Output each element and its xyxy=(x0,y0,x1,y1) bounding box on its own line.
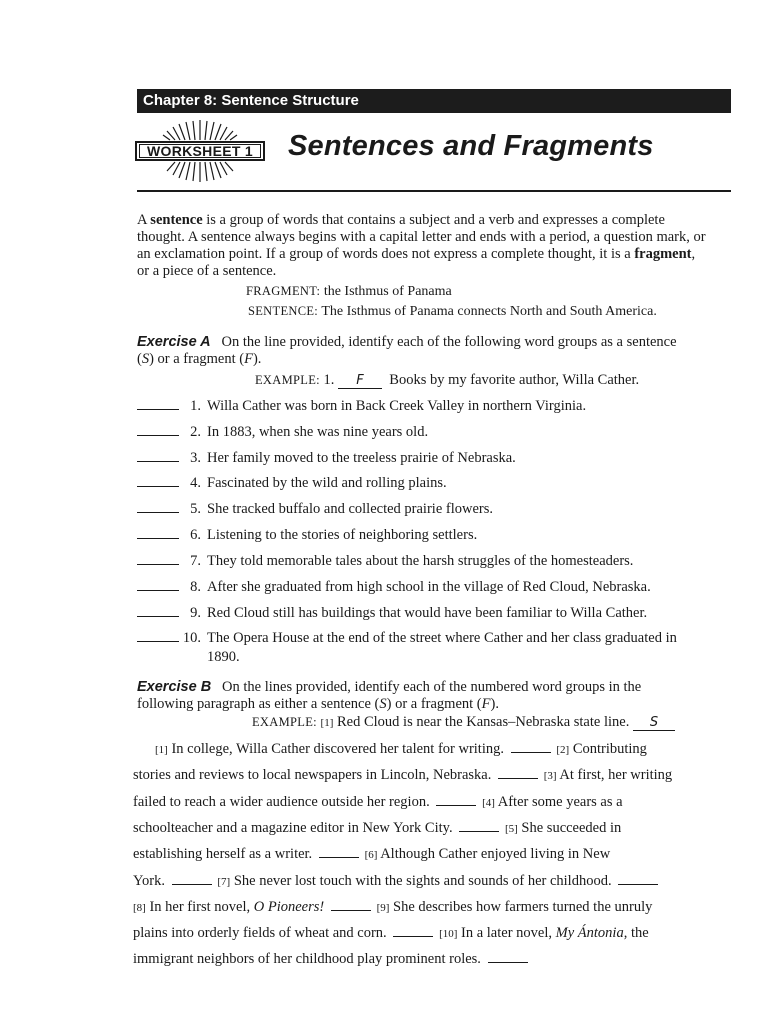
item-number: 9. xyxy=(190,605,201,621)
sentence-label: SENTENCE: xyxy=(248,304,319,318)
paragraph-text: After some years as a xyxy=(494,793,623,810)
answer-blank[interactable] xyxy=(498,766,538,779)
item-text: They told memorable tales about the harsh struggles of the homesteaders. xyxy=(207,553,634,569)
item-text: Listening to the stories of neighboring settlers. xyxy=(207,527,478,543)
example-number: 1. xyxy=(323,372,335,388)
exercise-a-instructions xyxy=(137,334,697,368)
paragraph-line xyxy=(133,845,610,863)
answer-blank[interactable] xyxy=(137,641,179,642)
example-label: EXAMPLE: xyxy=(255,373,320,387)
paragraph-text: O Pioneers! xyxy=(253,898,325,915)
instruction-code-f: F xyxy=(244,351,253,367)
word-group-number: [9] xyxy=(373,901,390,914)
answer-blank[interactable] xyxy=(319,845,359,858)
instruction-code-f: F xyxy=(481,696,491,712)
instruction-text: ). xyxy=(252,351,262,367)
word-group-number: [4] xyxy=(479,796,495,809)
exercise-b-example xyxy=(252,714,675,731)
exercise-a-label: Exercise A xyxy=(137,334,211,350)
paragraph-line xyxy=(133,819,621,837)
intro-text: is a group of words that contains a subject and a verb and expresses a complete thought. A sentence always begins with a capital letter and ends with a period, a question mark, or an exclamation point. If a group of words does not express a complete thought, it is a xyxy=(137,212,706,262)
word-group-number: [1] xyxy=(155,744,168,756)
answer-blank[interactable] xyxy=(137,486,179,487)
fragment-example: the Isthmus of Panama xyxy=(323,284,452,299)
paragraph-text: Contributing xyxy=(569,741,647,757)
page-title: Sentences and Fragments xyxy=(288,130,654,162)
answer-blank[interactable] xyxy=(488,950,528,963)
item-number: 7. xyxy=(190,553,201,569)
item-text: Fascinated by the wild and rolling plains. xyxy=(207,475,447,491)
example-answer: S xyxy=(633,715,675,731)
answer-blank[interactable] xyxy=(393,924,433,937)
answer-blank[interactable] xyxy=(511,740,551,753)
paragraph-text: In college, Willa Cather discovered her talent for writing. xyxy=(167,741,508,757)
item-text: Red Cloud still has buildings that would have been familiar to Willa Cather. xyxy=(207,605,648,621)
item-text: Her family moved to the treeless prairie of Nebraska. xyxy=(207,450,516,466)
item-number: 2. xyxy=(190,424,201,440)
paragraph-text: failed to reach a wider audience outside her region. xyxy=(133,793,434,810)
paragraph-text: York. xyxy=(133,872,169,889)
word-group-number: [10] xyxy=(436,928,458,941)
answer-blank[interactable] xyxy=(137,512,179,513)
word-group-number: [3] xyxy=(541,770,557,783)
answer-blank[interactable] xyxy=(459,819,499,832)
example-answer: F xyxy=(338,373,382,389)
paragraph-line xyxy=(133,793,623,811)
instruction-text: On the line provided, identify each of the following word groups as a sentence ( xyxy=(137,334,677,367)
paragraph-text: In a later novel, xyxy=(457,925,556,942)
fragment-label: FRAGMENT: xyxy=(246,284,321,298)
paragraph-text: My Ántonia xyxy=(555,925,624,942)
word-group-number: [7] xyxy=(214,875,231,888)
term-fragment: fragment xyxy=(634,246,692,262)
item-text: In 1883, when she was nine years old. xyxy=(207,424,429,440)
item-text: Willa Cather was born in Back Creek Valley in northern Virginia. xyxy=(207,398,587,414)
item-number: 5. xyxy=(190,501,201,517)
paragraph-text: She describes how farmers turned the unruly xyxy=(389,898,653,915)
answer-blank[interactable] xyxy=(137,564,179,565)
paragraph-line xyxy=(133,766,672,784)
example-text: Books by my favorite author, Willa Cather. xyxy=(389,372,640,388)
answer-blank[interactable] xyxy=(137,409,179,410)
paragraph-line xyxy=(155,740,647,758)
instruction-text: ) or a fragment ( xyxy=(386,696,482,712)
sentence-example-row xyxy=(248,304,657,320)
paragraph-text: Although Cather enjoyed living in New xyxy=(377,846,611,863)
answer-blank[interactable] xyxy=(618,872,658,885)
paragraph-text: stories and reviews to local newspapers in Lincoln, Nebraska. xyxy=(133,767,495,784)
paragraph-line xyxy=(133,872,661,890)
item-number: 1. xyxy=(190,398,201,414)
word-group-number: [8] xyxy=(133,901,146,914)
intro-paragraph xyxy=(137,212,707,280)
instruction-text: ) or a fragment ( xyxy=(149,351,245,367)
example-label: EXAMPLE: xyxy=(252,715,317,729)
answer-blank[interactable] xyxy=(137,461,179,462)
instruction-text: On the lines provided, identify each of the numbered word groups in the following paragraph as either a sentence ( xyxy=(137,679,642,712)
answer-blank[interactable] xyxy=(172,872,212,885)
intro-text: A xyxy=(137,212,151,228)
item-number: 3. xyxy=(190,450,201,466)
answer-blank[interactable] xyxy=(436,793,476,806)
paragraph-text: plains into orderly fields of wheat and corn. xyxy=(133,925,391,942)
instruction-code-s: S xyxy=(379,696,387,712)
paragraph-text xyxy=(324,899,328,915)
item-number: 10. xyxy=(182,630,201,646)
paragraph-text: schoolteacher and a magazine editor in New York City. xyxy=(133,819,457,836)
paragraph-text: , the xyxy=(623,925,649,942)
item-number: 8. xyxy=(190,579,201,595)
paragraph-text: In her first novel, xyxy=(145,898,254,915)
example-text: Red Cloud is near the Kansas–Nebraska state line. xyxy=(336,714,630,730)
example-number: [1] xyxy=(320,717,334,729)
item-number: 4. xyxy=(190,475,201,491)
instruction-text: ). xyxy=(490,696,499,712)
word-group-number: [5] xyxy=(502,822,518,835)
exercise-a-example xyxy=(255,372,639,389)
paragraph-line xyxy=(133,924,649,942)
sentence-example: The Isthmus of Panama connects North and South America. xyxy=(321,304,657,319)
word-group-number: [6] xyxy=(361,849,378,862)
instruction-code-s: S xyxy=(141,351,150,367)
term-sentence: sentence xyxy=(150,212,203,228)
worksheet-label: WORKSHEET 1 xyxy=(135,141,265,161)
answer-blank[interactable] xyxy=(137,590,179,591)
fragment-example-row xyxy=(246,284,452,300)
exercise-b-instructions xyxy=(137,679,697,713)
paragraph-line xyxy=(133,898,652,916)
paragraph-line xyxy=(133,950,531,968)
item-text: She tracked buffalo and collected prairie flowers. xyxy=(207,501,493,517)
item-number: 6. xyxy=(190,527,201,543)
paragraph-text: At first, her writing xyxy=(556,767,673,784)
intro-text: , or a piece of a sentence. xyxy=(137,246,696,279)
title-divider xyxy=(137,190,731,192)
answer-blank[interactable] xyxy=(331,898,371,911)
paragraph-text: She succeeded in xyxy=(517,819,622,836)
paragraph-text: She never lost touch with the sights and sounds of her childhood. xyxy=(230,872,616,889)
item-text: The Opera House at the end of the street where Cather and her class graduated in 1890. xyxy=(207,630,677,665)
paragraph-text: establishing herself as a writer. xyxy=(133,846,316,863)
word-group-number: [2] xyxy=(553,744,570,756)
answer-blank[interactable] xyxy=(137,435,179,436)
worksheet-badge xyxy=(135,118,267,184)
paragraph-text: immigrant neighbors of her childhood play prominent roles. xyxy=(133,951,485,968)
answer-blank[interactable] xyxy=(137,538,179,539)
item-text: After she graduated from high school in the village of Red Cloud, Nebraska. xyxy=(207,579,651,595)
answer-blank[interactable] xyxy=(137,616,179,617)
exercise-b-label: Exercise B xyxy=(137,679,212,695)
chapter-banner: Chapter 8: Sentence Structure xyxy=(137,89,731,113)
